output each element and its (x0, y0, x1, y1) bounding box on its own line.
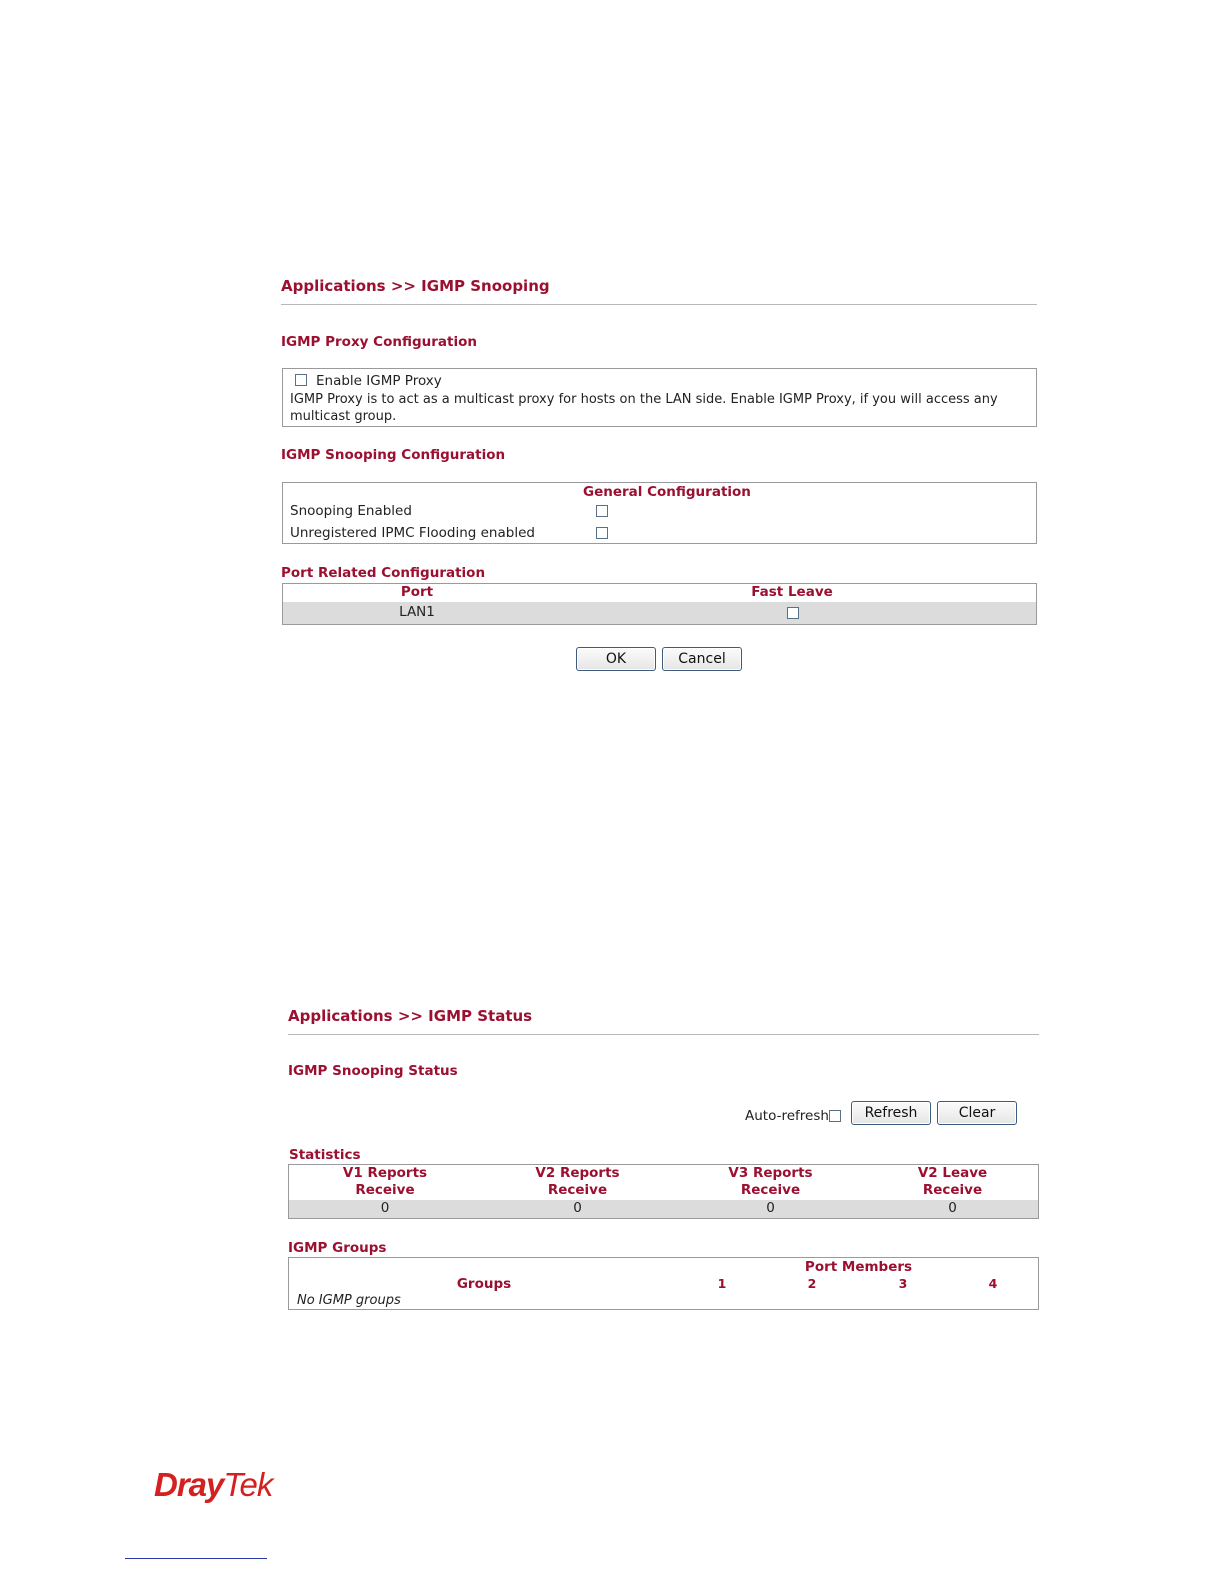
table-row (289, 1200, 1038, 1218)
proxy-description-line2: multicast group. (290, 409, 397, 424)
port-member-3-header: 3 (898, 1276, 908, 1291)
stat-value-v3: 0 (766, 1200, 775, 1216)
flooding-enabled-label: Unregistered IPMC Flooding enabled (290, 525, 535, 541)
refresh-button[interactable]: Refresh (851, 1101, 931, 1125)
stat-header-v2-leave: V2 Leave Receive (917, 1165, 988, 1198)
auto-refresh-checkbox[interactable] (829, 1110, 841, 1122)
page-title-status: Applications >> IGMP Status (288, 1007, 533, 1025)
port-config-heading: Port Related Configuration (281, 565, 486, 581)
footer-rule (125, 1558, 267, 1559)
enable-igmp-proxy-label: Enable IGMP Proxy (316, 373, 442, 389)
port-cell: LAN1 (399, 604, 435, 620)
stat-header-v1: V1 Reports Receive (342, 1165, 428, 1198)
igmp-groups-table (288, 1257, 1039, 1310)
status-title-divider (288, 1034, 1039, 1035)
statistics-table (288, 1164, 1039, 1219)
logo-part-dray: Dray (154, 1466, 224, 1503)
stat-header-v3: V3 Reports Receive (728, 1165, 813, 1198)
port-config-table (282, 583, 1037, 625)
page-title-snooping: Applications >> IGMP Snooping (281, 277, 550, 295)
fast-leave-column-header: Fast Leave (751, 584, 833, 600)
port-member-2-header: 2 (807, 1276, 817, 1291)
stat-header-v2: V2 Reports Receive (535, 1165, 620, 1198)
proxy-config-box (282, 368, 1037, 427)
proxy-config-heading: IGMP Proxy Configuration (281, 334, 477, 350)
snooping-status-heading: IGMP Snooping Status (288, 1063, 458, 1079)
flooding-enabled-checkbox[interactable] (596, 527, 608, 539)
groups-column-header: Groups (456, 1276, 512, 1292)
ok-button[interactable]: OK (576, 647, 656, 671)
snooping-config-heading: IGMP Snooping Configuration (281, 447, 506, 463)
port-member-1-header: 1 (717, 1276, 727, 1291)
stat-value-v1: 0 (380, 1200, 390, 1216)
logo-part-tek: Tek (223, 1466, 273, 1503)
proxy-description-line1: IGMP Proxy is to act as a multicast proxy for hosts on the LAN side. Enable IGMP Proxy, if you will access any (290, 392, 998, 407)
table-row (283, 602, 1036, 624)
cancel-button[interactable]: Cancel (662, 647, 742, 671)
draytek-logo (154, 1466, 272, 1504)
fast-leave-checkbox[interactable] (787, 607, 799, 619)
igmp-groups-heading: IGMP Groups (288, 1240, 387, 1256)
snooping-enabled-label: Snooping Enabled (290, 503, 412, 519)
stat-value-v2: 0 (573, 1200, 582, 1216)
title-divider (281, 304, 1037, 305)
enable-igmp-proxy-checkbox[interactable] (295, 374, 307, 386)
stat-value-v2-leave: 0 (948, 1200, 957, 1216)
port-members-header: Port Members (804, 1259, 913, 1275)
general-config-header: General Configuration (583, 484, 751, 500)
statistics-heading: Statistics (289, 1147, 361, 1163)
auto-refresh-label: Auto-refresh (745, 1108, 829, 1124)
no-groups-text: No IGMP groups (297, 1293, 401, 1308)
port-column-header: Port (400, 584, 434, 600)
port-member-4-header: 4 (988, 1276, 998, 1291)
snooping-enabled-checkbox[interactable] (596, 505, 608, 517)
clear-button[interactable]: Clear (937, 1101, 1017, 1125)
general-config-box (282, 482, 1037, 544)
